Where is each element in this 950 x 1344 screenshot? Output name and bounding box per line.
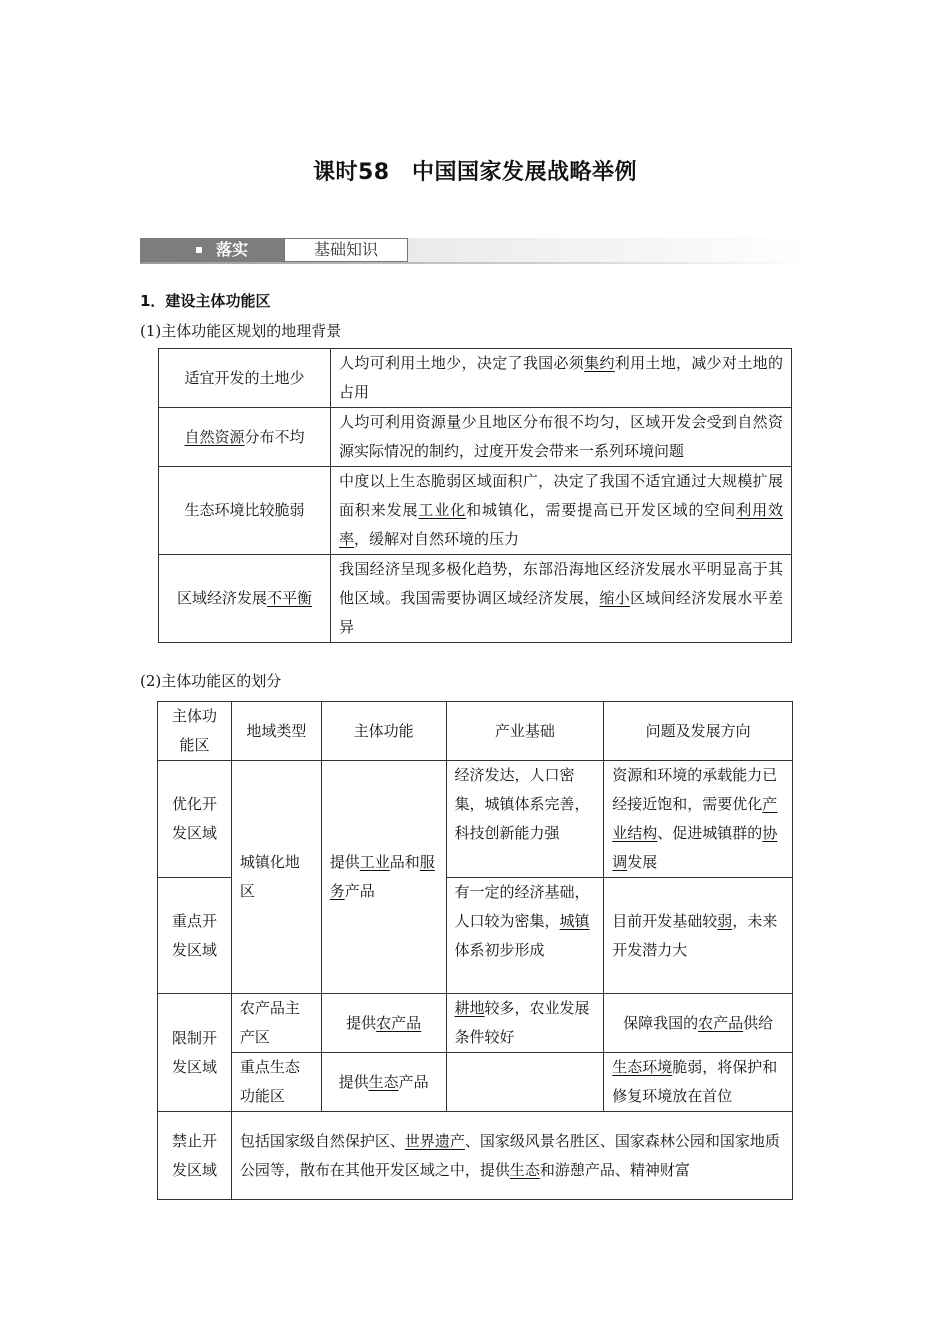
table-cell-factor	[159, 555, 331, 643]
text-segment: 适宜开发的土地少	[184, 368, 305, 387]
table-cell-description	[331, 349, 792, 408]
text-segment: ，未来开发潜力大	[612, 911, 778, 959]
function-cell	[321, 994, 446, 1053]
table-row	[159, 349, 792, 408]
direction-cell	[604, 994, 793, 1053]
industry-cell	[446, 994, 604, 1053]
text-segment: 我国经济呈现多极化趋势，东部沿海地区经济发展水平明显高于其他区域。我国需要协调区域经济发展，	[339, 560, 783, 607]
underlined-answer: 服务	[329, 853, 435, 900]
table-header-row	[158, 702, 793, 761]
table-row	[158, 1053, 793, 1112]
text-segment: 经济发达，人口密集，城镇体系完善，科技创新能力强	[454, 766, 590, 842]
text-segment: 提供	[346, 1013, 377, 1032]
text-segment: 包括国家级自然保护区、	[239, 1131, 405, 1150]
text-segment: 人均可利用资源量少且地区分布很不均匀，区域开发会受到自然资源实际情况的制约，过度开发会带来一系列环境问题	[339, 413, 783, 460]
text-segment: 有一定的经济基础，人口较为密集，	[454, 883, 590, 930]
underlined-answer: 弱	[717, 911, 733, 930]
text-segment: 利用土地，减少对土地的占用	[339, 354, 783, 401]
text-segment: 、国家级风景名胜区、国家森林公园和国家地质公园等，散布在其他开发区域之中，提供	[239, 1131, 780, 1179]
section-banner	[140, 238, 810, 264]
text-segment: 目前开发基础较	[612, 911, 718, 930]
underlined-answer: 不平衡	[267, 589, 313, 607]
header-cell: 主体功能	[321, 702, 446, 761]
division-table	[157, 701, 793, 1200]
text-segment: 供给	[743, 1013, 774, 1032]
text-segment: 人均可利用土地少，决定了我国必须	[339, 354, 585, 372]
zone-cell: 重点开发区域	[158, 878, 232, 994]
text-segment: 保障我国的	[623, 1013, 699, 1032]
direction-cell	[604, 878, 793, 994]
industry-cell	[446, 761, 604, 878]
table-cell-description	[331, 408, 792, 467]
text-segment: 和城镇化，需要提高已开发区域的空间	[466, 501, 737, 519]
text-segment: 提供	[338, 1072, 369, 1091]
underlined-answer: 产业结构	[612, 795, 778, 842]
underlined-answer: 自然资源	[184, 427, 245, 446]
direction-cell	[604, 761, 793, 878]
underlined-answer: 工业	[359, 853, 390, 871]
header-cell: 问题及发展方向	[604, 702, 793, 761]
table-cell-description	[331, 555, 792, 643]
text-segment: ，缓解对自然环境的压力	[354, 530, 520, 548]
text-segment: 提供	[329, 853, 360, 871]
header-cell: 地域类型	[231, 702, 321, 761]
section-heading: 1．建设主体功能区	[140, 292, 271, 310]
text-segment: 体系初步形成	[454, 941, 545, 959]
table-row	[158, 994, 793, 1053]
text-segment: 分布不均	[244, 427, 305, 446]
page-title: 课时58 中国国家发展战略举例	[312, 160, 638, 185]
function-cell	[321, 761, 446, 994]
banner-light-label: 基础知识	[284, 238, 408, 262]
banner-dark-text: 落实	[216, 240, 249, 259]
underlined-answer: 农产品	[376, 1013, 422, 1032]
text-segment: 品和	[389, 853, 420, 871]
table-cell-description	[331, 467, 792, 555]
banner-dark-label	[140, 238, 284, 262]
text-segment: 脆弱，将保护和修复环境放在首位	[612, 1058, 778, 1105]
underlined-answer: 集约	[584, 354, 615, 372]
underlined-answer: 耕地	[454, 999, 485, 1017]
area-type-cell: 农产品主产区	[231, 994, 321, 1053]
function-cell	[321, 1053, 446, 1112]
description-cell	[231, 1112, 792, 1200]
square-bullet-icon	[196, 247, 202, 253]
table-row	[159, 408, 792, 467]
background-table	[158, 348, 792, 643]
underlined-answer: 农产品	[698, 1013, 744, 1032]
industry-cell-empty	[446, 1053, 604, 1112]
text-segment: 区域间经济发展水平差异	[339, 589, 783, 636]
underlined-answer: 协调	[612, 824, 778, 871]
area-type-cell: 城镇化地区	[231, 761, 321, 994]
area-type-cell: 重点生态功能区	[231, 1053, 321, 1112]
underlined-answer: 生态	[368, 1072, 399, 1091]
text-segment: 区域经济发展	[176, 589, 267, 607]
subsection-heading-division: (2)主体功能区的划分	[140, 672, 282, 690]
underlined-answer: 生态	[509, 1160, 540, 1179]
underlined-answer: 工业化	[418, 501, 467, 519]
zone-cell: 限制开发区域	[158, 994, 232, 1112]
underlined-answer: 城镇	[559, 912, 590, 930]
zone-cell: 禁止开发区域	[158, 1112, 232, 1200]
table-row	[158, 761, 793, 878]
table-cell-factor	[159, 349, 331, 408]
table-cell-factor	[159, 467, 331, 555]
header-cell: 主体功能区	[158, 702, 232, 761]
text-segment: 产品	[344, 882, 375, 900]
text-segment: 资源和环境的承载能力已经接近饱和，需要优化	[612, 766, 778, 813]
underlined-answer: 利用效率	[339, 501, 783, 548]
header-cell: 产业基础	[446, 702, 604, 761]
text-segment: 发展	[627, 853, 658, 871]
direction-cell	[604, 1053, 793, 1112]
table-row	[159, 555, 792, 643]
industry-cell	[446, 878, 604, 994]
text-segment: 中度以上生态脆弱区域面积广，决定了我国不适宜通过大规模扩展面积来发展	[339, 472, 783, 519]
subsection-heading-background: (1)主体功能区规划的地理背景	[140, 322, 342, 340]
table-row	[158, 1112, 793, 1200]
text-segment: 、促进城镇群的	[657, 824, 763, 842]
zone-cell: 优化开发区域	[158, 761, 232, 878]
text-segment: 生态环境比较脆弱	[184, 501, 305, 519]
table-row	[159, 467, 792, 555]
underlined-answer: 缩小	[599, 589, 631, 607]
text-segment: 产品	[398, 1072, 429, 1091]
underlined-answer: 生态环境	[612, 1058, 673, 1076]
text-segment: 和游憩产品、精神财富	[539, 1160, 690, 1179]
text-segment: 较多，农业发展条件较好	[454, 999, 590, 1046]
underlined-answer: 世界遗产	[404, 1131, 465, 1150]
table-cell-factor	[159, 408, 331, 467]
